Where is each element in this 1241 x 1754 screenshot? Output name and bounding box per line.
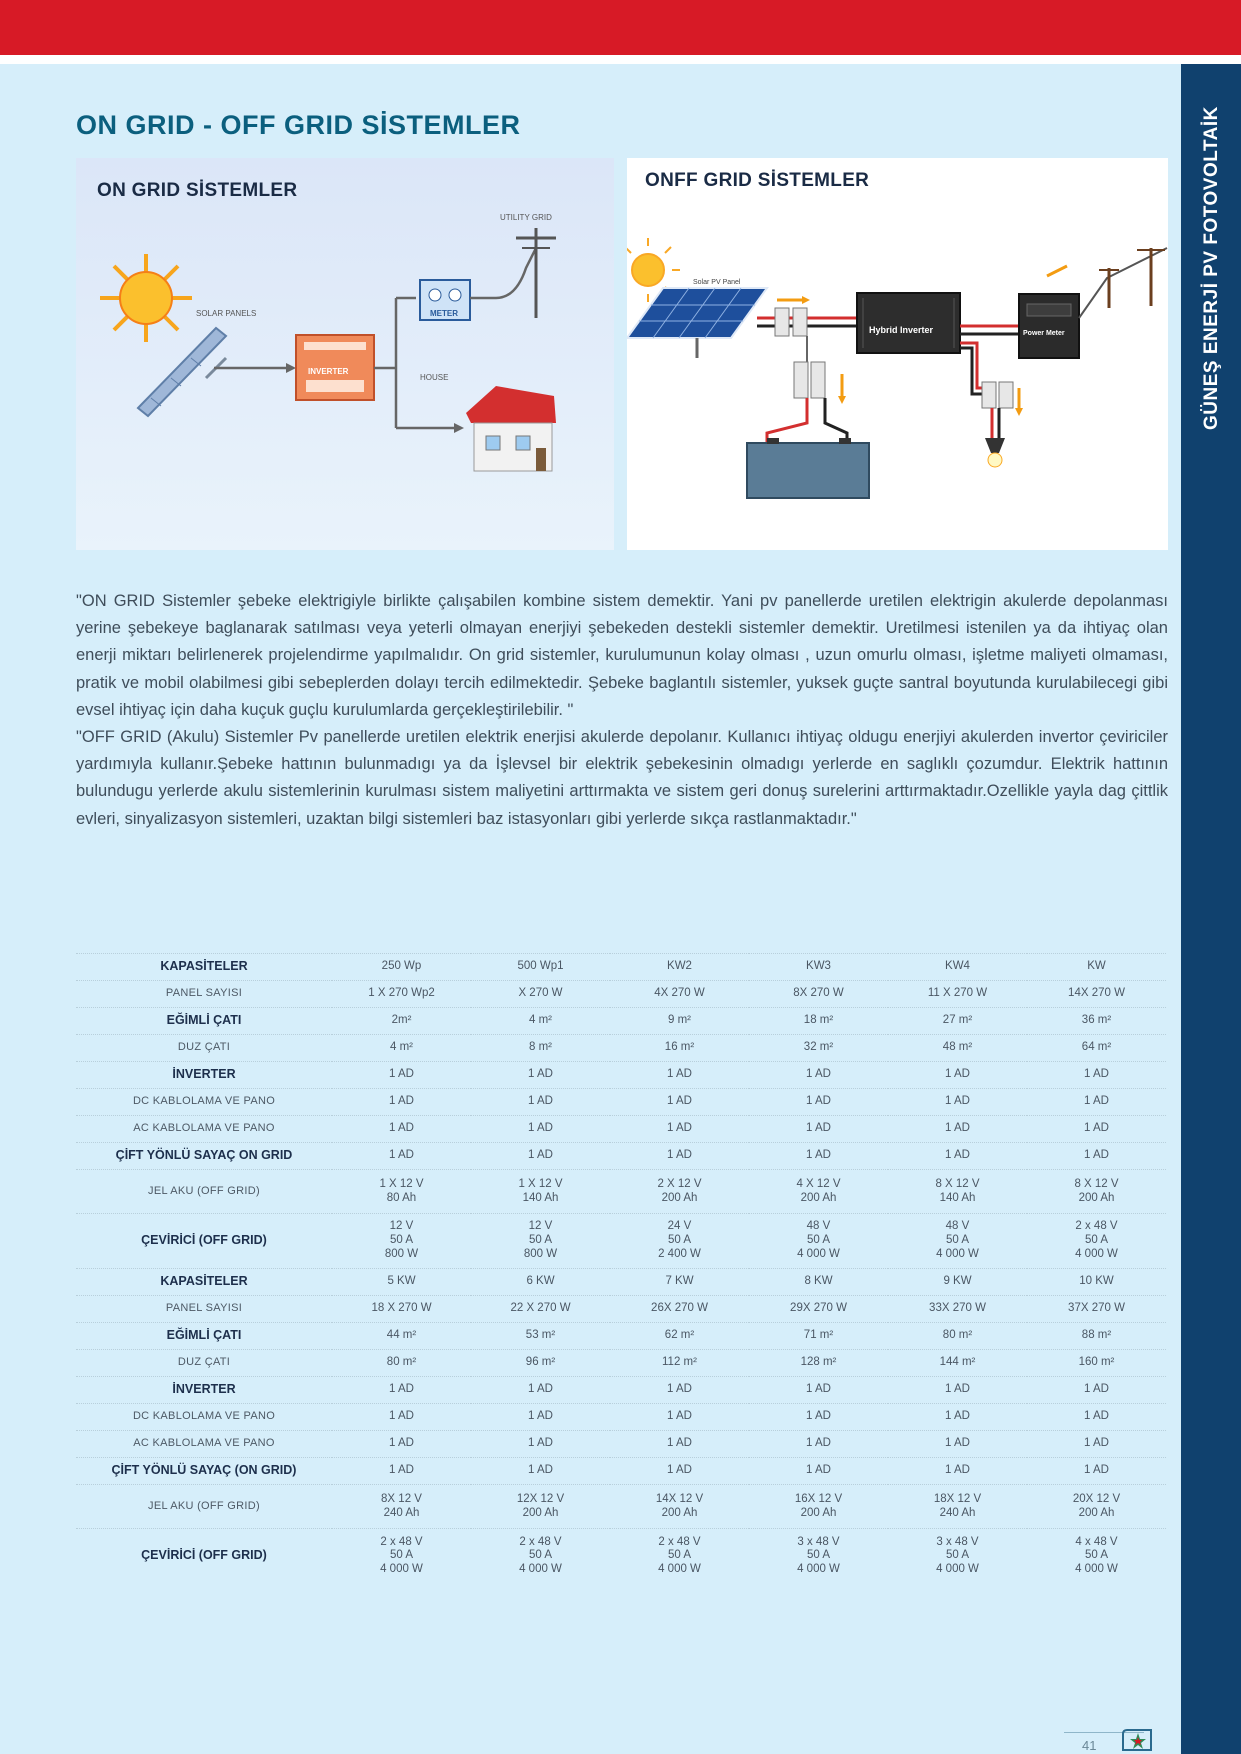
cell-line: 48 V: [806, 1220, 831, 1233]
cell-line: 14X 12 V: [655, 1492, 704, 1505]
meter-label: METER: [430, 309, 458, 318]
cell-line: 2 x 48 V: [380, 1535, 423, 1548]
table-cell: 27 m²: [888, 1008, 1027, 1035]
table-row: [76, 954, 1166, 981]
table-row: [76, 1377, 1166, 1404]
row-label: JEL AKU (OFF GRID): [76, 1485, 332, 1529]
table-cell: 36 m²: [1027, 1008, 1166, 1035]
row-label: ÇEVİRİCİ (OFF GRID): [76, 1529, 332, 1584]
cell-line: 50 A: [806, 1234, 831, 1247]
table-cell: [471, 1214, 610, 1269]
table-cell: [749, 1485, 888, 1529]
table-row: [76, 1089, 1166, 1116]
cell-line: 240 Ah: [383, 1506, 420, 1519]
table-cell: [1027, 1529, 1166, 1584]
cell-line: 48 V: [945, 1220, 970, 1233]
table-cell: 250 Wp: [332, 954, 471, 981]
row-label: İNVERTER: [76, 1377, 332, 1404]
table-cell: [610, 1214, 749, 1269]
table-cell: 8 m²: [471, 1035, 610, 1062]
cell-line: 3 x 48 V: [797, 1535, 840, 1548]
table-cell: 4X 270 W: [610, 981, 749, 1008]
cell-line: 4 000 W: [936, 1563, 979, 1576]
table-row: [76, 1143, 1166, 1170]
table-cell: [888, 1214, 1027, 1269]
table-cell: 1 AD: [471, 1377, 610, 1404]
table-cell: 1 AD: [610, 1458, 749, 1485]
cell-line: 200 Ah: [1078, 1506, 1115, 1519]
row-label: AC KABLOLAMA VE PANO: [76, 1431, 332, 1458]
table-row: [76, 1269, 1166, 1296]
table-cell: [610, 1485, 749, 1529]
table-row: [76, 1035, 1166, 1062]
table-cell: 1 AD: [471, 1431, 610, 1458]
solar-panels-label: SOLAR PANELS: [196, 309, 257, 318]
page-number: 41: [1082, 1738, 1097, 1753]
ac-dc-breaker-icon: [794, 362, 825, 398]
logo-icon: [1121, 1728, 1155, 1752]
table-row: [76, 1350, 1166, 1377]
row-label: EĞİMLİ ÇATI: [76, 1323, 332, 1350]
cell-line: 50 A: [806, 1549, 831, 1562]
cell-line: 80 Ah: [386, 1191, 417, 1204]
hybrid-inverter-icon: [857, 293, 960, 353]
cell-line: 1 X 12 V: [518, 1177, 563, 1190]
cell-line: 50 A: [667, 1234, 692, 1247]
row-label: ÇEVİRİCİ (OFF GRID): [76, 1214, 332, 1269]
table-cell: [332, 1214, 471, 1269]
table-cell: 1 AD: [749, 1377, 888, 1404]
cell-line: 800 W: [523, 1247, 558, 1260]
cell-line: 200 Ah: [800, 1506, 837, 1519]
cell-line: 4 X 12 V: [796, 1177, 841, 1190]
cell-line: 24 V: [667, 1220, 692, 1233]
table-row: [76, 1431, 1166, 1458]
cell-line: 2 x 48 V: [658, 1535, 701, 1548]
table-cell: 1 AD: [332, 1458, 471, 1485]
utility-pole-icon: [1099, 248, 1165, 308]
cell-line: 2 x 48 V: [519, 1535, 562, 1548]
table-cell: 1 AD: [749, 1089, 888, 1116]
table-cell: 1 AD: [749, 1458, 888, 1485]
table-cell: 80 m²: [332, 1350, 471, 1377]
table-cell: 1 AD: [749, 1116, 888, 1143]
table-cell: 1 X 270 Wp2: [332, 981, 471, 1008]
table-cell: 1 AD: [888, 1116, 1027, 1143]
table-cell: 1 AD: [610, 1404, 749, 1431]
table-cell: [610, 1170, 749, 1214]
row-label: DUZ ÇATI: [76, 1035, 332, 1062]
cell-line: 50 A: [389, 1234, 414, 1247]
table-cell: [888, 1529, 1027, 1584]
table-cell: 1 AD: [332, 1089, 471, 1116]
table-cell: KW2: [610, 954, 749, 981]
row-label: ÇİFT YÖNLÜ SAYAÇ (ON GRID): [76, 1458, 332, 1485]
hybrid-inverter-label: Hybrid Inverter: [869, 325, 934, 335]
table-cell: 2m²: [332, 1008, 471, 1035]
table-cell: 1 AD: [610, 1377, 749, 1404]
table-cell: 6 KW: [471, 1269, 610, 1296]
table-cell: 500 Wp1: [471, 954, 610, 981]
cell-line: 4 000 W: [797, 1247, 840, 1260]
table-cell: 22 X 270 W: [471, 1296, 610, 1323]
table-cell: [332, 1485, 471, 1529]
table-cell: 1 AD: [610, 1143, 749, 1170]
table-cell: 128 m²: [749, 1350, 888, 1377]
table-cell: 10 KW: [1027, 1269, 1166, 1296]
cell-line: 50 A: [1084, 1549, 1109, 1562]
utility-grid-label: UTILITY GRID: [500, 213, 552, 222]
cell-line: 4 000 W: [1075, 1247, 1118, 1260]
table-cell: 1 AD: [1027, 1458, 1166, 1485]
table-cell: 9 KW: [888, 1269, 1027, 1296]
cell-line: 2 X 12 V: [657, 1177, 702, 1190]
cell-line: 4 000 W: [797, 1563, 840, 1576]
table-cell: 53 m²: [471, 1323, 610, 1350]
table-row: [76, 1529, 1166, 1584]
description-text: [76, 588, 1168, 833]
table-cell: 14X 270 W: [1027, 981, 1166, 1008]
table-cell: [888, 1485, 1027, 1529]
cell-line: 50 A: [945, 1234, 970, 1247]
table-cell: 80 m²: [888, 1323, 1027, 1350]
table-cell: 62 m²: [610, 1323, 749, 1350]
top-red-bar: [0, 0, 1241, 55]
table-cell: KW3: [749, 954, 888, 981]
cell-line: 200 Ah: [800, 1191, 837, 1204]
table-row: [76, 981, 1166, 1008]
power-meter-label: Power Meter: [1023, 330, 1065, 337]
lamp-icon: [985, 438, 1005, 467]
cell-line: 200 Ah: [661, 1191, 698, 1204]
table-cell: 18 X 270 W: [332, 1296, 471, 1323]
table-cell: 29X 270 W: [749, 1296, 888, 1323]
house-icon: [466, 386, 556, 471]
row-label: DC KABLOLAMA VE PANO: [76, 1404, 332, 1431]
cell-line: 140 Ah: [522, 1191, 559, 1204]
table-row: [76, 1296, 1166, 1323]
table-cell: [749, 1170, 888, 1214]
table-cell: 1 AD: [332, 1062, 471, 1089]
cell-line: 50 A: [528, 1549, 553, 1562]
table-cell: [332, 1529, 471, 1584]
solar-panel-icon: [138, 328, 226, 416]
page-title: ON GRID - OFF GRID SİSTEMLER: [76, 110, 521, 140]
table-cell: 1 AD: [471, 1404, 610, 1431]
table-cell: 26X 270 W: [610, 1296, 749, 1323]
table-cell: 1 AD: [471, 1062, 610, 1089]
off-grid-title: ONFF GRID SİSTEMLER: [645, 170, 870, 191]
cell-line: 18X 12 V: [933, 1492, 982, 1505]
row-label: KAPASİTELER: [76, 954, 332, 981]
row-label: DUZ ÇATI: [76, 1350, 332, 1377]
table-cell: 1 AD: [1027, 1377, 1166, 1404]
table-cell: 1 AD: [1027, 1143, 1166, 1170]
table-cell: 44 m²: [332, 1323, 471, 1350]
table-cell: 16 m²: [610, 1035, 749, 1062]
cell-line: 4 000 W: [380, 1563, 423, 1576]
on-grid-title: ON GRID SİSTEMLER: [97, 180, 298, 201]
cell-line: 4 x 48 V: [1075, 1535, 1118, 1548]
table-cell: KW: [1027, 954, 1166, 981]
cell-line: 50 A: [667, 1549, 692, 1562]
table-cell: 1 AD: [1027, 1062, 1166, 1089]
ac-breaker-icon: [982, 382, 1013, 408]
table-cell: 1 AD: [1027, 1404, 1166, 1431]
solar-pv-panel-label: Solar PV Panel: [693, 279, 741, 286]
table-cell: 1 AD: [888, 1458, 1027, 1485]
row-label: KAPASİTELER: [76, 1269, 332, 1296]
cell-line: 50 A: [528, 1234, 553, 1247]
table-cell: [888, 1170, 1027, 1214]
cell-line: 8X 12 V: [381, 1492, 422, 1505]
row-label: İNVERTER: [76, 1062, 332, 1089]
table-cell: [1027, 1214, 1166, 1269]
cell-line: 8 X 12 V: [1074, 1177, 1119, 1190]
table-cell: [471, 1485, 610, 1529]
table-cell: 1 AD: [888, 1431, 1027, 1458]
house-label: HOUSE: [420, 373, 449, 382]
table-cell: 1 AD: [888, 1377, 1027, 1404]
table-cell: 8 KW: [749, 1269, 888, 1296]
row-label: ÇİFT YÖNLÜ SAYAÇ ON GRID: [76, 1143, 332, 1170]
sidebar-title: GÜNEŞ ENERJİ PV FOTOVOLTAİK: [1201, 106, 1222, 430]
table-cell: KW4: [888, 954, 1027, 981]
table-cell: 1 AD: [332, 1404, 471, 1431]
table-cell: 144 m²: [888, 1350, 1027, 1377]
table-cell: [471, 1529, 610, 1584]
table-cell: 8X 270 W: [749, 981, 888, 1008]
table-cell: 48 m²: [888, 1035, 1027, 1062]
battery-icon: [747, 438, 869, 498]
capacity-spec-table: [76, 953, 1166, 1584]
power-meter-icon: [1019, 294, 1079, 358]
off-grid-paragraph: "OFF GRID (Akulu) Sistemler Pv panellerde uretilen elektrik enerjisi akulerde depolanır. Kullanıcı ihtiyaç oldugu enerjiyi akulerden invertor çeviriciler yardımıyla kullanır.Şebeke hattının bulunmadıgı ya da İşlevsel bir elektrik şebekesinin olmadıgı yerlerde en saglıklı çozumdur. Elektrik hattının bulundugu yerlerde akulu sistemlerinin kurulması sistem maliyetini arttırmakta ve sistem geri donuş surelerini arttırmaktadır.Ozellikle yayla dag çittlik evleri, sinyalizasyon sistemleri, uzaktan bilgi sistemleri baz istasyonları gibi yerlerde sıkça rastlanmaktadır.": [76, 728, 1168, 828]
table-cell: 112 m²: [610, 1350, 749, 1377]
table-cell: 71 m²: [749, 1323, 888, 1350]
off-grid-panel: [627, 158, 1168, 550]
table-cell: 4 m²: [332, 1035, 471, 1062]
table-cell: [1027, 1170, 1166, 1214]
cell-line: 12X 12 V: [516, 1492, 565, 1505]
cell-line: 16X 12 V: [794, 1492, 843, 1505]
table-cell: 9 m²: [610, 1008, 749, 1035]
dc-breaker-icon: [775, 308, 807, 336]
row-label: DC KABLOLAMA VE PANO: [76, 1089, 332, 1116]
cell-line: 1 X 12 V: [379, 1177, 424, 1190]
utility-pole-icon: [516, 228, 556, 318]
table-cell: 1 AD: [749, 1062, 888, 1089]
sun-icon: [100, 254, 192, 342]
cell-line: 4 000 W: [1075, 1563, 1118, 1576]
table-cell: 1 AD: [749, 1404, 888, 1431]
table-row: [76, 1404, 1166, 1431]
cell-line: 200 Ah: [1078, 1191, 1115, 1204]
cell-line: 50 A: [945, 1549, 970, 1562]
table-cell: 160 m²: [1027, 1350, 1166, 1377]
cell-line: 140 Ah: [939, 1191, 976, 1204]
cell-line: 50 A: [1084, 1234, 1109, 1247]
table-cell: 1 AD: [749, 1143, 888, 1170]
cell-line: 200 Ah: [522, 1506, 559, 1519]
cell-line: 200 Ah: [661, 1506, 698, 1519]
table-cell: 1 AD: [888, 1062, 1027, 1089]
table-cell: 1 AD: [1027, 1116, 1166, 1143]
table-cell: 1 AD: [332, 1116, 471, 1143]
cell-line: 12 V: [528, 1220, 553, 1233]
cell-line: 20X 12 V: [1072, 1492, 1121, 1505]
table-cell: 1 AD: [471, 1089, 610, 1116]
table-cell: 7 KW: [610, 1269, 749, 1296]
table-cell: 88 m²: [1027, 1323, 1166, 1350]
cell-line: 800 W: [384, 1247, 419, 1260]
row-label: JEL AKU (OFF GRID): [76, 1170, 332, 1214]
table-cell: [749, 1529, 888, 1584]
table-cell: [1027, 1485, 1166, 1529]
table-row: [76, 1485, 1166, 1529]
table-cell: 1 AD: [610, 1116, 749, 1143]
table-cell: 1 AD: [471, 1458, 610, 1485]
on-grid-diagram: [76, 158, 614, 550]
row-label: AC KABLOLAMA VE PANO: [76, 1116, 332, 1143]
table-cell: 1 AD: [332, 1143, 471, 1170]
off-grid-diagram: [627, 158, 1168, 550]
row-label: PANEL SAYISI: [76, 1296, 332, 1323]
cell-line: 3 x 48 V: [936, 1535, 979, 1548]
table-cell: 1 AD: [610, 1089, 749, 1116]
cell-line: 2 400 W: [658, 1247, 701, 1260]
inverter-label: INVERTER: [308, 367, 349, 376]
table-cell: [332, 1170, 471, 1214]
cell-line: 4 000 W: [519, 1563, 562, 1576]
table-cell: 1 AD: [471, 1143, 610, 1170]
table-cell: 37X 270 W: [1027, 1296, 1166, 1323]
cell-line: 12 V: [389, 1220, 414, 1233]
top-white-stripe: [0, 55, 1241, 64]
table-cell: 1 AD: [749, 1431, 888, 1458]
table-cell: 1 AD: [888, 1089, 1027, 1116]
table-cell: 1 AD: [332, 1377, 471, 1404]
table-row: [76, 1170, 1166, 1214]
table-cell: [749, 1214, 888, 1269]
table-row: [76, 1458, 1166, 1485]
table-cell: 33X 270 W: [888, 1296, 1027, 1323]
table-cell: 1 AD: [1027, 1089, 1166, 1116]
table-row: [76, 1008, 1166, 1035]
cell-line: 50 A: [389, 1549, 414, 1562]
cell-line: 240 Ah: [939, 1506, 976, 1519]
table-cell: 1 AD: [610, 1062, 749, 1089]
cell-line: 4 000 W: [658, 1563, 701, 1576]
cell-line: 2 x 48 V: [1075, 1220, 1118, 1233]
table-cell: X 270 W: [471, 981, 610, 1008]
table-cell: 11 X 270 W: [888, 981, 1027, 1008]
table-row: [76, 1323, 1166, 1350]
table-cell: 4 m²: [471, 1008, 610, 1035]
table-cell: 1 AD: [610, 1431, 749, 1458]
row-label: EĞİMLİ ÇATI: [76, 1008, 332, 1035]
table-cell: 1 AD: [1027, 1431, 1166, 1458]
cell-line: 8 X 12 V: [935, 1177, 980, 1190]
table-row: [76, 1214, 1166, 1269]
row-label: PANEL SAYISI: [76, 981, 332, 1008]
on-grid-paragraph: "ON GRID Sistemler şebeke elektrigiyle birlikte çalışabilen kombine sistem demektir. Yani pv panellerde uretilen elektrigin akulerde depolanması yerine şebekeye baglanarak satılması veya yeterli olmayan enerjiyi şebekeden destekli sistemler demektir. Uretilmesi istenilen ya da ihtiyaç olan enerji miktarı belirlenerek projelendirme yapılmalıdır. On grid sistemler, kurulumunun kolay olması , uzun omurlu olması, işletme maliyeti olmaması, pratik ve mobil olabilmesi gibi sebeplerden dolayı tercih edilmektedir. Şebeke baglantılı sistemler, yuksek guçte santral boyutunda kurulabilecegi gibi evsel ihtiyaç için daha kuçuk guçlu kurulumlarda gerçekleştirilebilir. ": [76, 592, 1168, 719]
table-cell: 1 AD: [888, 1143, 1027, 1170]
table-row: [76, 1062, 1166, 1089]
table-row: [76, 1116, 1166, 1143]
on-grid-panel: [76, 158, 614, 550]
table-cell: 18 m²: [749, 1008, 888, 1035]
table-cell: 5 KW: [332, 1269, 471, 1296]
table-cell: 64 m²: [1027, 1035, 1166, 1062]
table-cell: 32 m²: [749, 1035, 888, 1062]
cell-line: 4 000 W: [936, 1247, 979, 1260]
table-cell: 96 m²: [471, 1350, 610, 1377]
table-cell: [471, 1170, 610, 1214]
table-cell: [610, 1529, 749, 1584]
table-cell: 1 AD: [471, 1116, 610, 1143]
table-cell: 1 AD: [888, 1404, 1027, 1431]
table-cell: 1 AD: [332, 1431, 471, 1458]
